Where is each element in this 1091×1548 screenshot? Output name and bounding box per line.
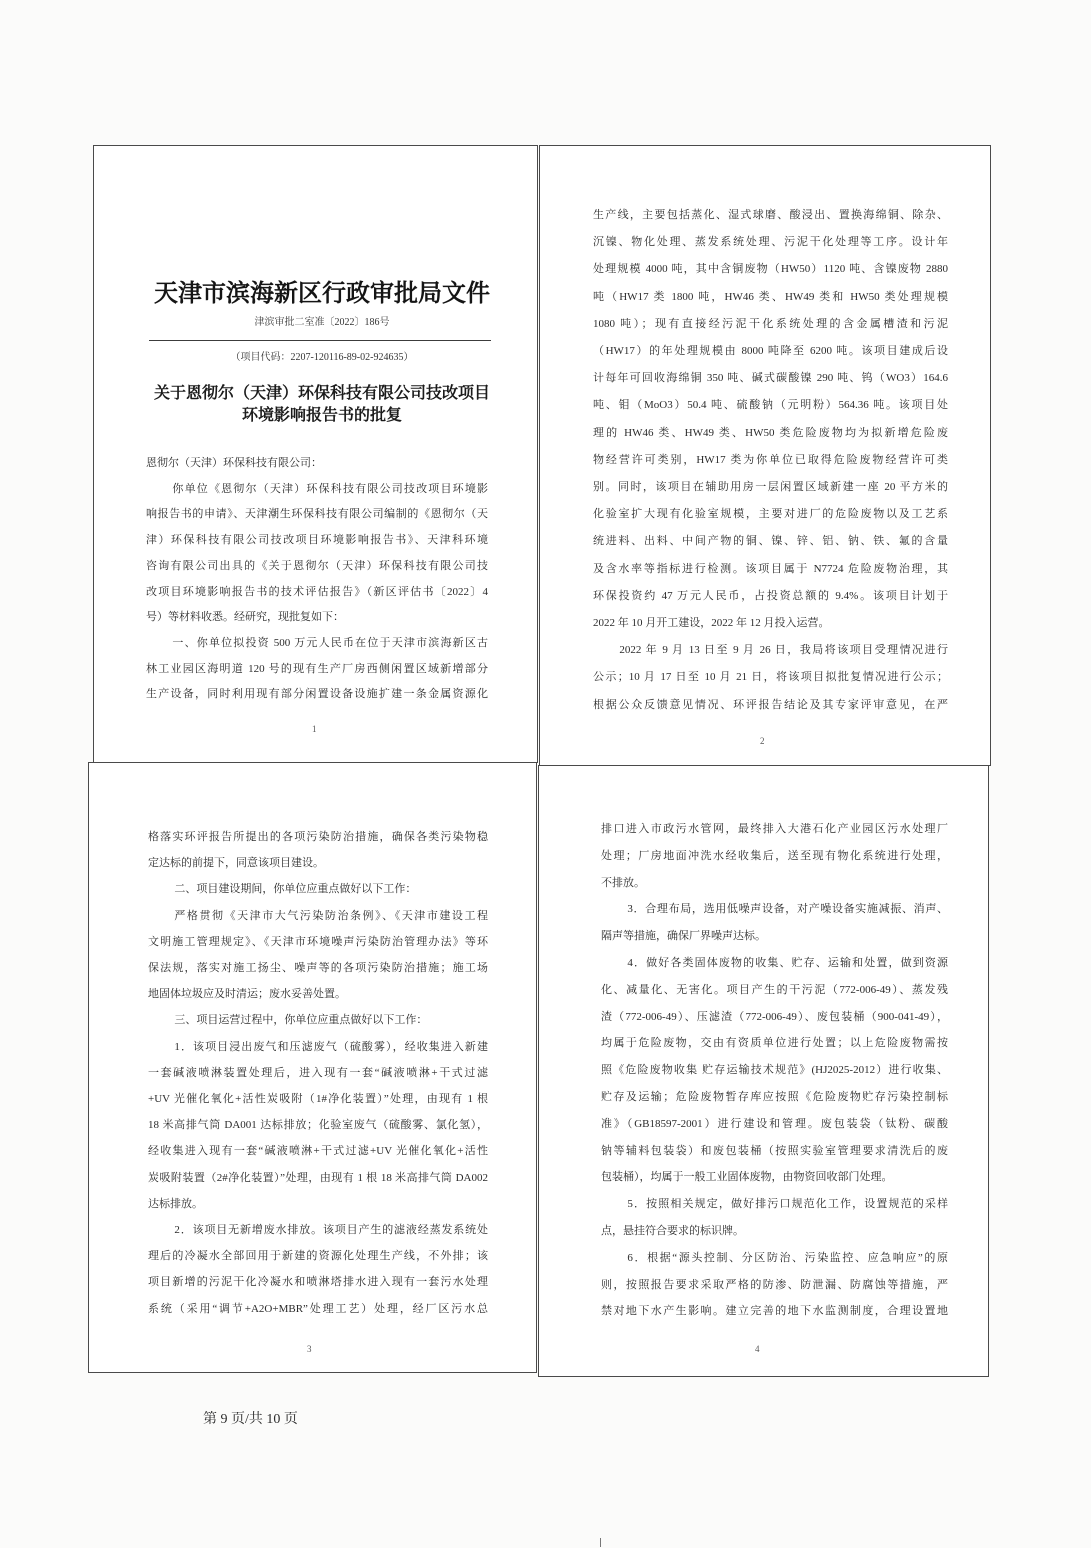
document-page-4 xyxy=(538,765,989,1377)
salutation xyxy=(146,451,488,477)
text-line: 咨询有限公司出具的《关于恩彻尔（天津）环保科技有限公司技 xyxy=(146,559,488,572)
text-line: 5．按照相关规定，做好排污口规范化工作，设置规范的采样 xyxy=(627,1198,948,1211)
text-line: 恩彻尔（天津）环保科技有限公司： xyxy=(146,457,322,469)
text-line: 1．该项目浸出废气和压滤废气（硫酸雾），经收集进入新建 xyxy=(174,1040,488,1053)
text-line: 达标排放。 xyxy=(148,1197,203,1210)
text-line: 渣（772-006-49）、压滤渣（772-006-49）、废包装桶（900-041-49）， xyxy=(601,1010,948,1023)
text-line: 定达标的前提下，同意该项目建设。 xyxy=(148,857,324,870)
text-line: 生产线，主要包括蒸化、湿式球磨、酸浸出、置换海绵铜、除杂、 xyxy=(593,209,948,221)
paragraph xyxy=(601,896,948,950)
text-line: 2022 年 9 月 13 日至 9 月 26 日，我局将该项目受理情况进行 xyxy=(619,644,948,657)
text-line: 文明施工管理规定》、《天津市环境噪声污染防治管理办法》等环 xyxy=(148,935,488,948)
text-line: 环保投资约 47 万元人民币，占投资总额的 9.4%。该项目计划于 xyxy=(593,589,948,602)
subject-line: 环境影响报告书的批复 xyxy=(241,407,402,424)
paragraph xyxy=(601,816,948,896)
text-line: 一套碱液喷淋装置处理后，进入现有一套“碱液喷淋+干式过滤 xyxy=(148,1066,488,1079)
text-line: 2022 年 10 月开工建设，2022 年 12 月投入运营。 xyxy=(593,617,830,630)
text-line: 项目新增的污泥干化冷凝水和喷淋塔排水进入现有一套污水处理 xyxy=(148,1276,488,1289)
paragraph xyxy=(146,477,488,631)
paragraph xyxy=(148,1034,488,1217)
paragraph xyxy=(593,637,948,719)
text-line: 禁对地下水产生影响。建立完善的地下水监测制度，合理设置地 xyxy=(601,1305,948,1318)
subject-line: 关于恩彻尔（天津）环保科技有限公司技改项目 xyxy=(153,385,490,402)
text-line: 均属于危险废物，交由有资质单位进行处置；以上危险废物需按 xyxy=(601,1037,948,1050)
text-line: 根据公众反馈意见情况、环评报告结论及其专家评审意见，在严 xyxy=(593,698,948,711)
text-line: 排口进入市政污水管网，最终排入大港石化产业园区污水处理厂 xyxy=(601,823,948,835)
paragraph xyxy=(148,876,488,902)
text-line: 公示；10 月 17 日至 10 月 21 日，将该项目拟批复情况进行公示； xyxy=(593,671,948,684)
paragraph xyxy=(148,824,488,876)
text-line: 统进料、出料、中间产物的铜、镍、锌、铝、钠、铁、氟的含量 xyxy=(593,535,948,548)
page-number: 3 xyxy=(307,1344,312,1354)
text-line: 三、项目运营过程中，你单位应重点做好以下工作： xyxy=(174,1014,428,1027)
text-line: 及含水率等指标进行检测。该项目属于 N7724 危险废物治理，其 xyxy=(593,562,948,575)
text-line: 1080 吨）；现有直接经污泥干化系统处理的含金属槽渣和污泥 xyxy=(593,317,948,330)
agency-title: 天津市滨海新区行政审批局文件 xyxy=(154,281,490,307)
page-body xyxy=(601,816,948,1325)
text-line: 严格贯彻《天津市大气污染防治条例》、《天津市建设工程 xyxy=(174,909,488,922)
text-line: 处理；厂房地面冲洗水经收集后，送至现有物化系统进行处理， xyxy=(601,849,948,862)
document-page-3 xyxy=(88,762,537,1373)
page-number: 1 xyxy=(312,724,317,734)
scan-artifact xyxy=(600,1538,601,1547)
text-line: 6．根据“源头控制、分区防治、污染监控、应急响应”的原 xyxy=(627,1251,948,1264)
text-line: 号）等材料收悉。经研究，现批复如下： xyxy=(146,611,344,624)
text-line: 吨、钼（MoO3）50.4 吨、硫酸钠（元明粉）564.36 吨。该项目处 xyxy=(593,399,948,412)
text-line: 吨（HW17 类 1800 吨，HW46 类、HW49 类和 HW50 类处理规模 xyxy=(593,290,948,303)
text-line: 包装桶），均属于一般工业固体废物，由物资回收部门处理。 xyxy=(601,1171,893,1184)
text-line: 准》（GB18597-2001）进行建设和管理。废包装袋（钛粉、碳酸 xyxy=(601,1117,948,1130)
text-line: 化、减量化、无害化。项目产生的干污泥（772-006-49）、蒸发残 xyxy=(601,983,948,996)
paragraph xyxy=(148,903,488,1008)
text-line: 贮存及运输；危险废物暂存库应按照《危险废物贮存污染控制标 xyxy=(601,1090,948,1103)
text-line: 3．合理布局，选用低噪声设备，对产噪设备实施减振、消声、 xyxy=(627,903,948,916)
text-line: 保法规，落实对施工扬尘、噪声等的各项污染防治措施；施工场 xyxy=(148,962,488,975)
text-line: 你单位《恩彻尔（天津）环保科技有限公司技改项目环境影 xyxy=(172,482,488,495)
text-line: 物经营许可类别，HW17 类为你单位已取得危险废物经营许可类 xyxy=(593,453,948,466)
text-line: +UV 光催化氧化+活性炭吸附（1#净化装置）”处理，由现有 1 根 xyxy=(148,1093,488,1106)
paragraph xyxy=(593,202,948,637)
text-line: 18 米高排气筒 DA001 达标排放；化验室废气（硫酸雾、氯化氢）， xyxy=(148,1119,488,1132)
text-line: 林工业园区海明道 120 号的现有生产厂房西侧闲置区域新增部分 xyxy=(146,662,488,675)
text-line: 化验室扩大现有化验室规模，主要对进厂的危险废物以及工艺系 xyxy=(593,508,948,521)
text-line: 则，按照报告要求采取严格的防渗、防泄漏、防腐蚀等措施，严 xyxy=(601,1278,948,1291)
text-line: 格落实环评报告所提出的各项污染防治措施，确保各类污染物稳 xyxy=(148,831,488,843)
text-line: 不排放。 xyxy=(601,876,645,889)
paragraph xyxy=(148,1007,488,1033)
paragraph xyxy=(146,631,488,708)
text-line: 4．做好各类固体废物的收集、贮存、运输和处置，做到资源 xyxy=(627,956,948,969)
document-page-2 xyxy=(539,145,991,766)
text-line: 照《危险废物收集 贮存运输技术规范》(HJ2025-2012）进行收集、 xyxy=(601,1064,948,1077)
text-line: 理的 HW46 类、HW49 类、HW50 类危险废物均为拟新增危险废 xyxy=(593,426,948,439)
text-line: 理后的冷凝水全部回用于新建的资源化处理生产线，不外排；该 xyxy=(148,1250,488,1263)
text-line: 炭吸附装置（2#净化装置）”处理，由现有 1 根 18 米高排气筒 DA002 xyxy=(148,1171,488,1184)
sheet-page-indicator: 第 9 页/共 10 页 xyxy=(203,1412,298,1427)
text-line: 系统（采用“调节+A2O+MBR”处理工艺）处理，经厂区污水总 xyxy=(148,1302,488,1315)
document-number: 津滨审批二室准〔2022〕186号 xyxy=(254,317,390,328)
text-line: 2．该项目无新增废水排放。该项目产生的滤液经蒸发系统处 xyxy=(174,1224,488,1237)
page-body xyxy=(148,824,488,1322)
text-line: 改项目环境影响报告书的技术评估报告》（新区评估书〔2022〕4 xyxy=(146,585,488,598)
text-line: 处理规模 4000 吨，其中含铜废物（HW50）1120 吨、含镍废物 2880 xyxy=(593,263,948,276)
paragraph xyxy=(148,1217,488,1322)
text-line: （HW17）的年处理规模由 8000 吨降至 6200 吨。该项目建成后设 xyxy=(593,345,948,358)
page-number: 4 xyxy=(755,1344,760,1354)
page-body xyxy=(593,202,948,719)
text-line: 点，悬挂符合要求的标识牌。 xyxy=(601,1224,744,1237)
text-line: 响报告书的申请》、天津潮生环保科技有限公司编制的《恩彻尔（天 xyxy=(146,508,488,521)
paragraph xyxy=(601,1191,948,1245)
text-line: 地固体垃圾应及时清运；废水妥善处置。 xyxy=(148,988,346,1001)
text-line: 计每年可回收海绵铜 350 吨、碱式碳酸镍 290 吨、钨（WO3）164.6 xyxy=(593,372,948,385)
page-number: 2 xyxy=(760,736,765,746)
paragraph xyxy=(601,950,948,1191)
text-line: 别。同时，该项目在辅助用房一层闲置区域新建一座 20 平方米的 xyxy=(593,481,948,494)
text-line: 二、项目建设期间，你单位应重点做好以下工作： xyxy=(174,883,417,896)
header-divider xyxy=(149,340,491,341)
project-code: （项目代码：2207-120116-89-02-924635） xyxy=(230,352,414,363)
text-line: 经收集进入现有一套“碱液喷淋+干式过滤+UV 光催化氧化+活性 xyxy=(148,1145,488,1158)
text-line: 隔声等措施，确保厂界噪声达标。 xyxy=(601,930,766,943)
text-line: 津）环保科技有限公司技改项目环境影响报告书》、天津科环境 xyxy=(146,534,488,547)
text-line: 沉镍、物化处理、蒸发系统处理、污泥干化处理等工序。设计年 xyxy=(593,236,948,249)
page-body xyxy=(146,451,488,708)
text-line: 生产设备，同时利用现有部分闲置设备设施扩建一条金属资源化 xyxy=(146,688,488,701)
text-line: 一、你单位拟投资 500 万元人民币在位于天津市滨海新区古 xyxy=(172,636,488,649)
paragraph xyxy=(601,1245,948,1325)
text-line: 钠等辅料包装袋）和废包装桶（按照实验室管理要求清洗后的废 xyxy=(601,1144,948,1157)
document-subject xyxy=(152,383,492,427)
document-page-1 xyxy=(93,145,538,763)
